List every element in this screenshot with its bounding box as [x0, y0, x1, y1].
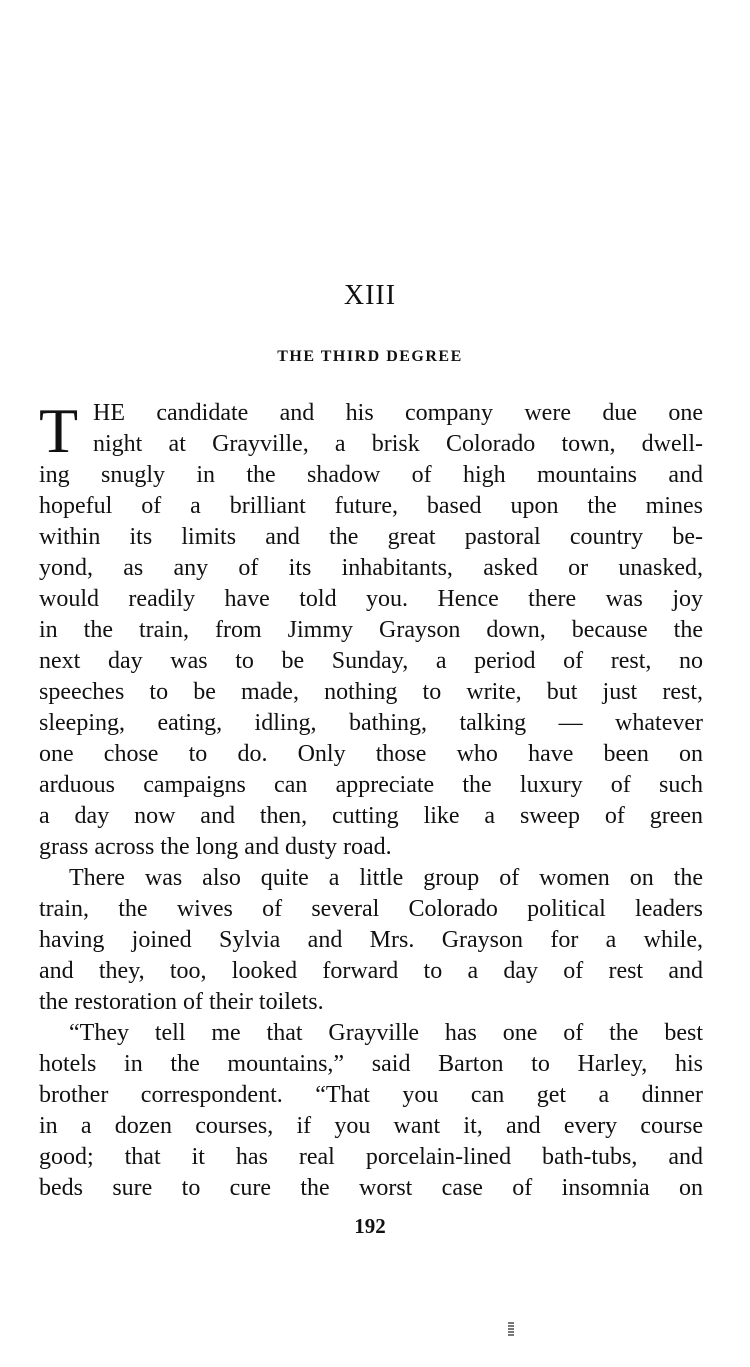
chapter-title: THE THIRD DEGREE	[277, 348, 463, 365]
text-line: grass across the long and dusty road.	[39, 834, 392, 860]
text-line: brother correspondent. “That you can get a dinner	[39, 1082, 703, 1108]
text-line: HE candidate and his company were due one	[93, 400, 703, 426]
body-text	[39, 395, 703, 1204]
chapter-number: XIII	[343, 280, 397, 311]
text-line: sleeping, eating, idling, bathing, talking — whatever	[39, 710, 703, 736]
text-line: hopeful of a brilliant future, based upon the mines	[39, 493, 703, 519]
text-line: yond, as any of its inhabitants, asked or unasked,	[39, 555, 703, 581]
text-line: in a dozen courses, if you want it, and every course	[39, 1113, 703, 1139]
text-line: next day was to be Sunday, a period of rest, no	[39, 648, 703, 674]
text-line: would readily have told you. Hence there was joy	[39, 586, 703, 612]
text-line: good; that it has real porcelain-lined bath-tubs, and	[39, 1144, 703, 1170]
text-line: night at Grayville, a brisk Colorado town, dwell-	[93, 431, 703, 457]
text-line: ing snugly in the shadow of high mountains and	[39, 462, 703, 488]
printer-mark	[508, 1322, 514, 1336]
text-line: hotels in the mountains,” said Barton to Harley, his	[39, 1051, 703, 1077]
text-line: having joined Sylvia and Mrs. Grayson for a while,	[39, 927, 703, 953]
text-line: beds sure to cure the worst case of insomnia on	[39, 1175, 703, 1201]
text-line: “They tell me that Grayville has one of the best	[69, 1020, 703, 1046]
text-line: within its limits and the great pastoral country be-	[39, 524, 703, 550]
text-line: in the train, from Jimmy Grayson down, because the	[39, 617, 703, 643]
text-line: There was also quite a little group of women on the	[69, 865, 703, 891]
page-number: 192	[354, 1214, 386, 1238]
text-line: the restoration of their toilets.	[39, 989, 324, 1015]
text-line: arduous campaigns can appreciate the luxury of such	[39, 772, 703, 798]
drop-cap: T	[39, 395, 79, 466]
text-line: a day now and then, cutting like a sweep of green	[39, 803, 703, 829]
text-line: and they, too, looked forward to a day of rest and	[39, 958, 703, 984]
text-line: one chose to do. Only those who have been on	[39, 741, 703, 767]
text-line: speeches to be made, nothing to write, but just rest,	[39, 679, 703, 705]
text-line: train, the wives of several Colorado political leaders	[39, 896, 703, 922]
